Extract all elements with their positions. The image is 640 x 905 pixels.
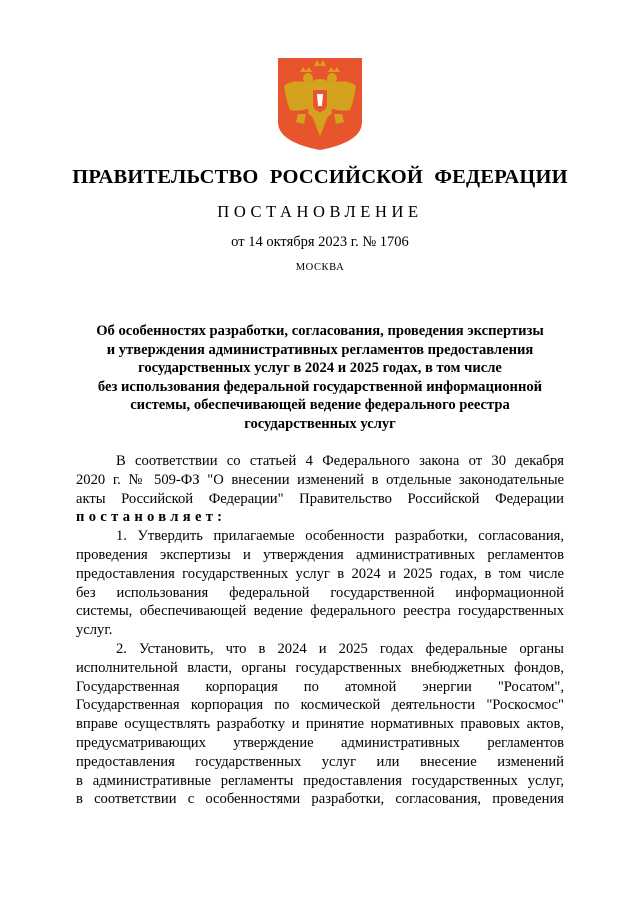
subject-line: государственных услуг [244, 415, 396, 432]
body-line: исполнительной власти, органы государственных внебюджетных фондов, [76, 659, 564, 676]
body-line: в соответствии с особенностями разработки, согласования, проведения [76, 791, 564, 808]
body-line: В соответствии со статьей 4 Федерального закона от 30 декабря [116, 453, 564, 469]
document-city: МОСКВА [295, 262, 345, 273]
government-title: ПРАВИТЕЛЬСТВО РОССИЙСКОЙ ФЕДЕРАЦИИ [72, 166, 568, 188]
body-line: услуг. [76, 622, 113, 639]
body-line: 2020 г. № 509-ФЗ "О внесении изменений в отдельные законодательные [76, 471, 564, 488]
body-line: 1. Утвердить прилагаемые особенности разработки, согласования, [116, 528, 564, 545]
body-line: Государственная корпорация по космической деятельности "Роскосмос" [76, 697, 564, 714]
subject-line: и утверждения административных регламентов предоставления [106, 341, 534, 358]
subject-line: системы, обеспечивающей ведение федерального реестра [130, 397, 510, 414]
body-line: предоставления государственных услуг или внесение изменений [76, 753, 564, 770]
document-date-number: от 14 октября 2023 г. № 1706 [231, 234, 409, 250]
subject-line: без использования федеральной государственной информационной [97, 378, 543, 395]
body-line: системы, обеспечивающей ведение федерального реестра государственных [76, 603, 564, 620]
resolves-word: постановляет: [76, 509, 227, 526]
russian-coat-of-arms-icon [276, 56, 364, 152]
subject-line: государственных услуг в 2024 и 2025 годах, в том числе [138, 360, 502, 377]
body-line: Государственная корпорация по атомной энергии "Росатом", [76, 678, 564, 695]
document-type: ПОСТАНОВЛЕНИЕ [217, 202, 423, 221]
subject-line: Об особенностях разработки, согласования, проведения экспертизы [96, 323, 544, 339]
body-line: предусматривающих утверждение административных регламентов [76, 734, 564, 751]
body-line: без использования федеральной государственной информационной [76, 584, 564, 601]
body-line: проведения экспертизы и утверждения административных регламентов [76, 546, 564, 563]
body-line: в административные регламенты предоставления государственных услуг, [76, 772, 564, 789]
body-line: предоставления государственных услуг в 2024 и 2025 годах, в том числе [76, 565, 564, 582]
body-line: 2. Установить, что в 2024 и 2025 годах федеральные органы [116, 640, 564, 657]
document-subject [60, 322, 580, 434]
body-line: акты Российской Федерации" Правительство Российской Федерации [76, 490, 564, 507]
document-body [76, 452, 564, 809]
body-line: вправе осуществлять разработку и принятие нормативных правовых актов, [76, 716, 564, 733]
